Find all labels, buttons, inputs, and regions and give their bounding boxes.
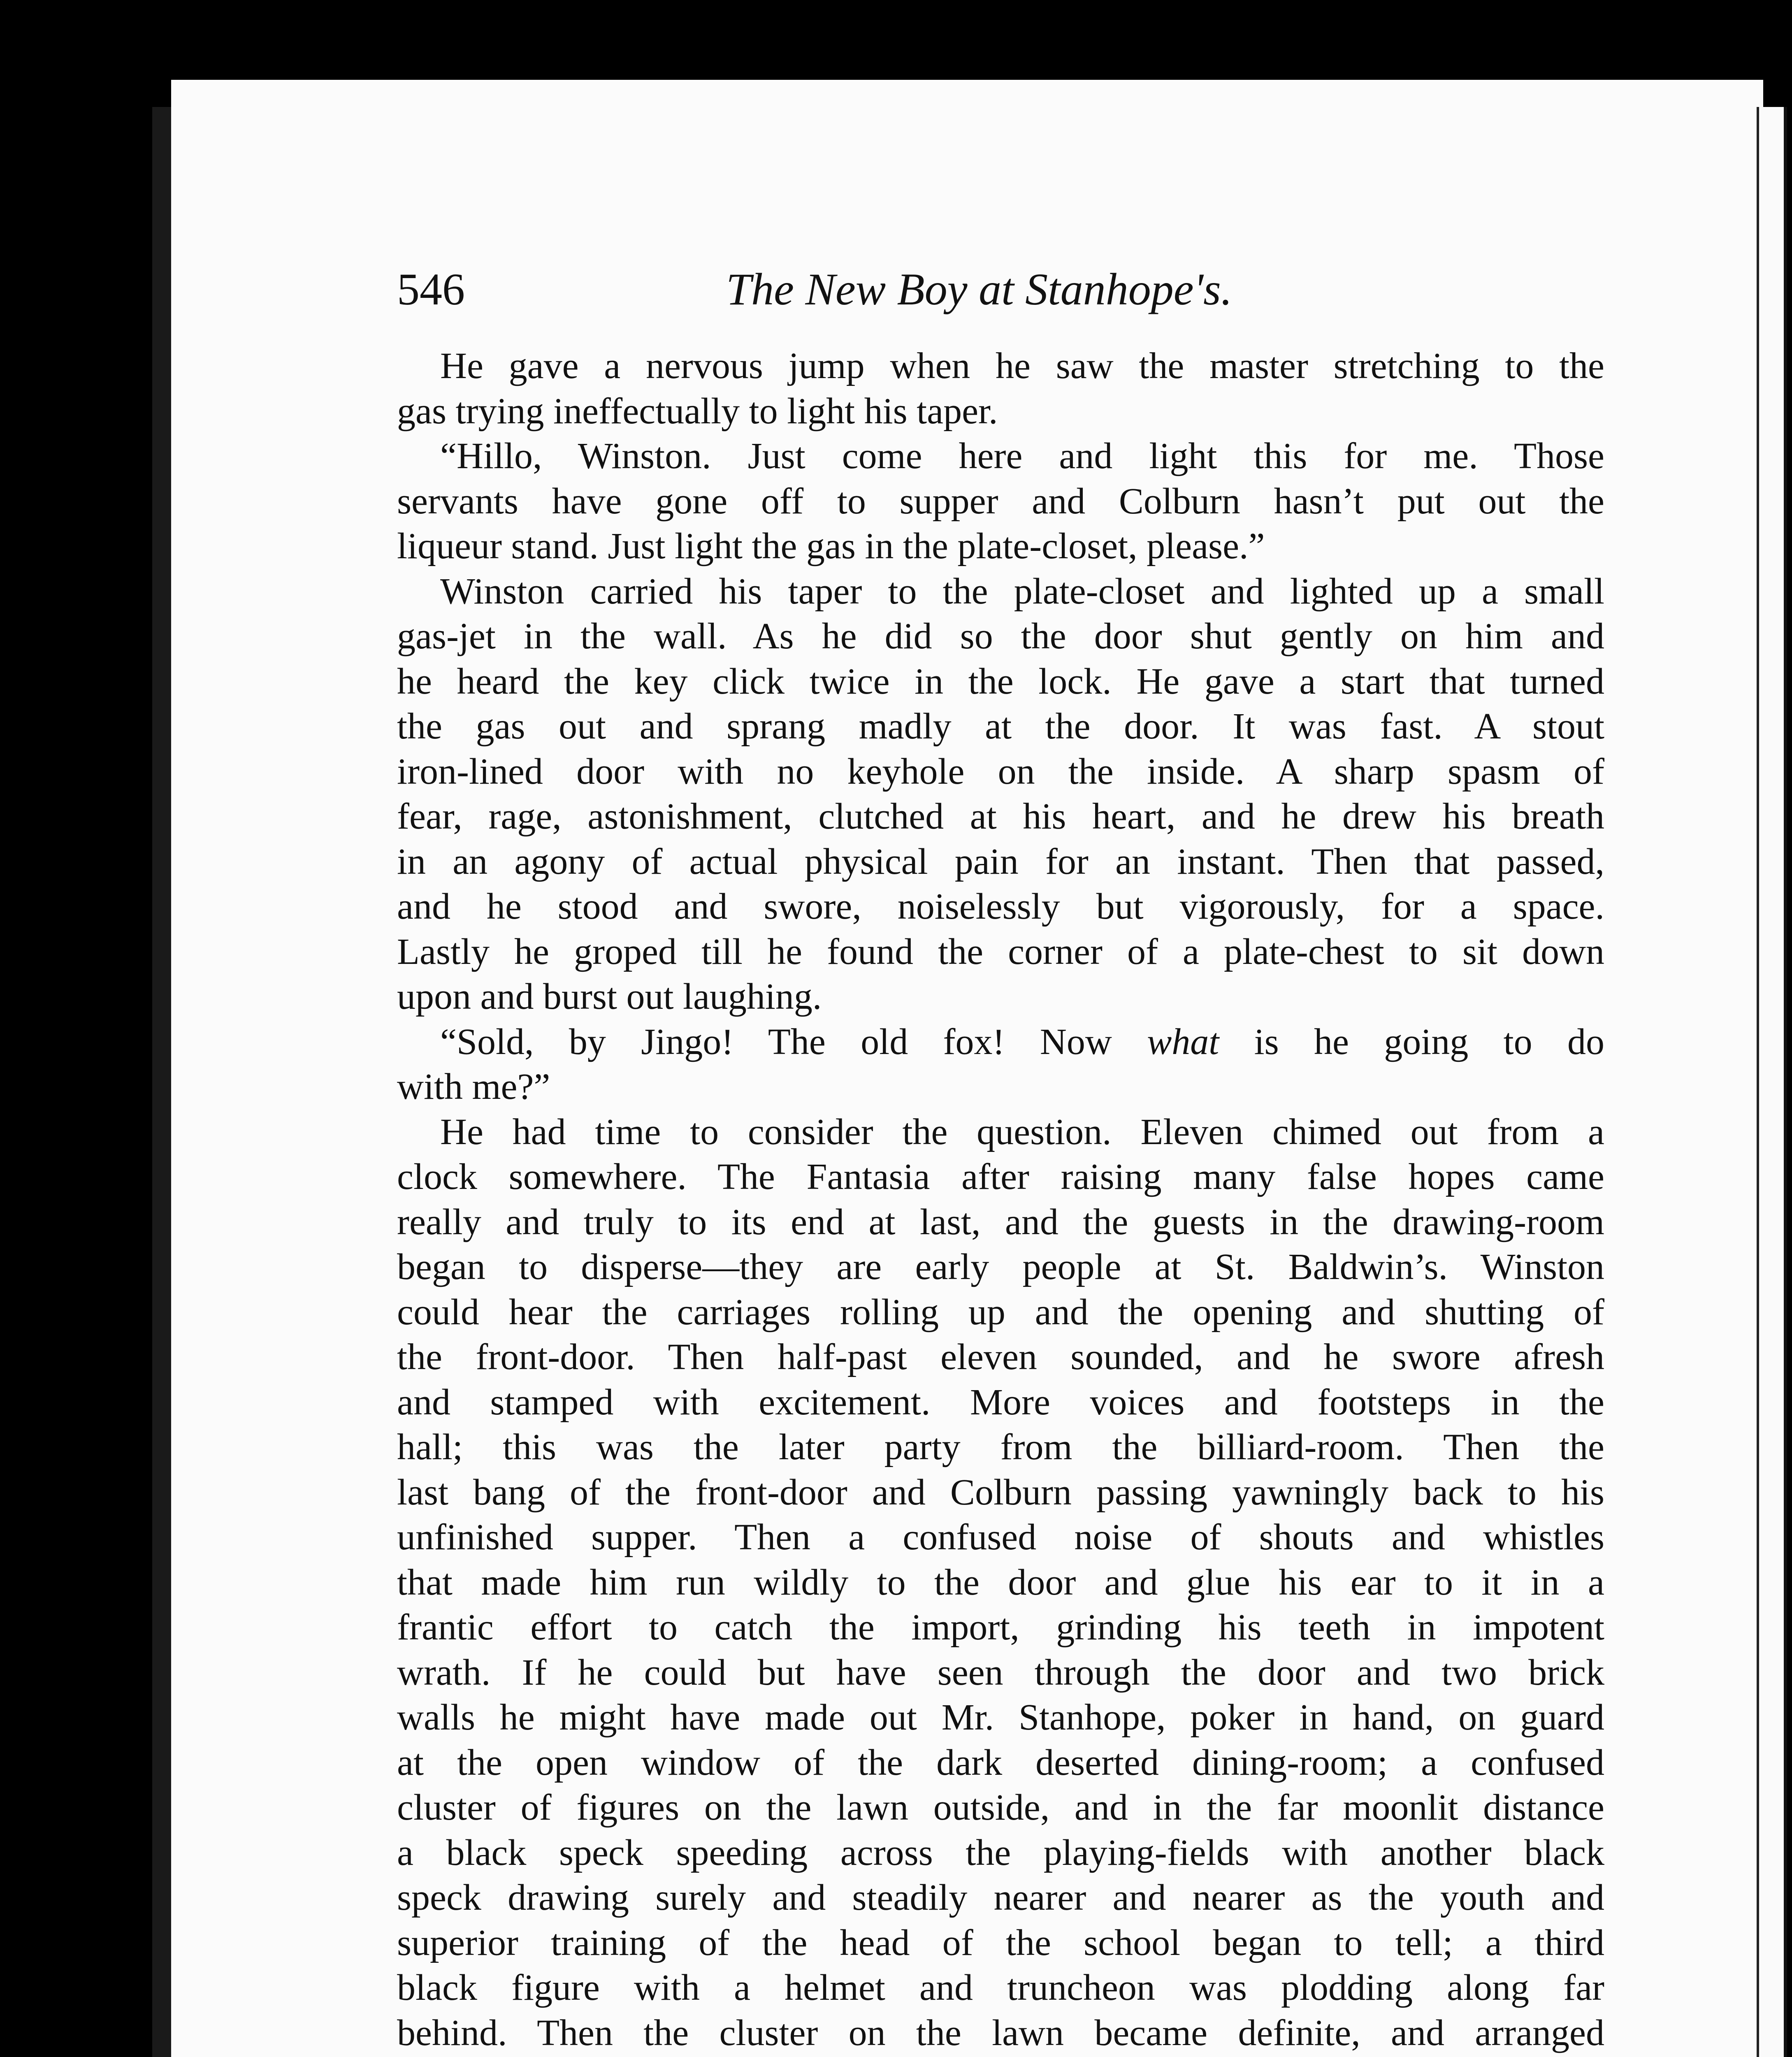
text-line: frantic effort to catch the import, grinding his teeth in impotent [397,1607,1604,1648]
text-line: last bang of the front-door and Colburn passing yawningly back to his [397,1472,1604,1513]
text-line: the front-door. Then half-past eleven sounded, and he swore afresh [397,1337,1604,1377]
text-line: gas-jet in the wall. As he did so the door shut gently on him and [397,616,1604,657]
text-line: wrath. If he could but have seen through the door and two brick [397,1652,1604,1693]
text-line: began to disperse—they are early people at St. Baldwin’s. Winston [397,1247,1604,1287]
text-line: hall; this was the later party from the billiard-room. Then the [397,1427,1604,1467]
text-line: upon and burst out laughing. [397,976,822,1017]
text-line: “Sold, by Jingo! The old fox! Now what is he going to do [440,1021,1604,1062]
text-line: fear, rage, astonishment, clutched at his heart, and he drew his breath [397,796,1604,837]
text-line: walls he might have made out Mr. Stanhope, poker in hand, on guard [397,1697,1604,1738]
text-line: and he stood and swore, noiselessly but vigorously, for a space. [397,886,1604,927]
text-line: in an agony of actual physical pain for an instant. Then that passed, [397,841,1604,882]
text-line: at the open window of the dark deserted dining-room; a confused [397,1742,1604,1783]
text-line: really and truly to its end at last, and the guests in the drawing-room [397,1201,1604,1242]
text-line: liqueur stand. Just light the gas in the plate-closet, please.” [397,526,1265,566]
text-line [397,2055,1604,2057]
text-line: with me?” [397,1066,550,1107]
text-line: the gas out and sprang madly at the door. It was fast. A stout [397,706,1604,747]
text-line: unfinished supper. Then a confused noise of shouts and whistles [397,1517,1604,1558]
text-line: cluster of figures on the lawn outside, and in the far moonlit distance [397,1787,1604,1828]
text-line: speck drawing surely and steadily nearer and nearer as the youth and [397,1877,1604,1918]
running-title: The New Boy at Stanhope's. [726,264,1233,314]
text-line: Lastly he groped till he found the corner of a plate-chest to sit down [397,931,1604,972]
text-line: superior training of the head of the school began to tell; a third [397,1922,1604,1963]
text-line: he heard the key click twice in the lock. He gave a start that turned [397,661,1604,702]
text-line: a black speck speeding across the playing-fields with another black [397,1832,1604,1873]
text-line: behind. Then the cluster on the lawn became definite, and arranged [397,2012,1604,2053]
text-line: black figure with a helmet and truncheon was plodding along far [397,1967,1604,2008]
text-line: servants have gone off to supper and Colburn hasn’t put out the [397,481,1604,522]
text-line: clock somewhere. The Fantasia after raising many false hopes came [397,1156,1604,1197]
text-line: “Hillo, Winston. Just come here and light this for me. Those [440,436,1604,476]
text-line: gas trying ineffectually to light his taper. [397,390,998,432]
page-header [397,263,1631,321]
text-line: Winston carried his taper to the plate-closet and lighted up a small [440,571,1604,612]
text-line: could hear the carriages rolling up and the opening and shutting of [397,1291,1604,1333]
text-line: He had time to consider the question. Eleven chimed out from a [440,1111,1604,1152]
text-line: He gave a nervous jump when he saw the master stretching to the [440,346,1604,386]
text-line: that made him run wildly to the door and glue his ear to it in a [397,1562,1604,1603]
text-line: iron-lined door with no keyhole on the inside. A sharp spasm of [397,751,1604,792]
page-number: 546 [397,264,465,314]
text-line: and stamped with excitement. More voices and footsteps in the [397,1381,1604,1423]
page-stack-edge [1757,107,1787,2057]
body-text [397,344,1604,2057]
